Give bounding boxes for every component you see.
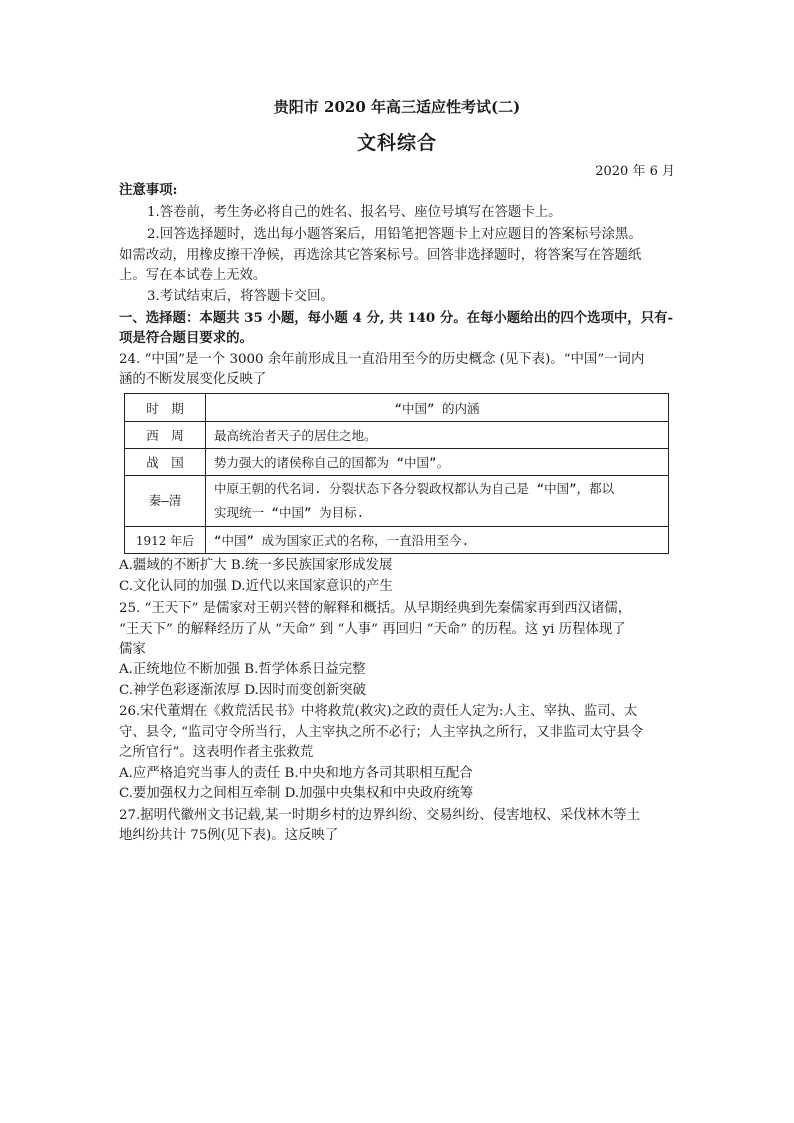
table-row bbox=[125, 476, 669, 527]
table-cell-period: 西 周 bbox=[125, 422, 206, 449]
exam-subtitle: 文科综合 bbox=[356, 132, 437, 154]
q25-options-line-1: A.正统地位不断加强 B.哲学体系日益完整 bbox=[119, 662, 366, 677]
table-header-meaning: “中国” 的内涵 bbox=[206, 394, 669, 422]
notice-heading: 注意事项: bbox=[119, 182, 178, 198]
q26-options-line-1: A.应严格追究当事人的责任 B.中央和地方各司其职相互配合 bbox=[119, 766, 473, 781]
table-header-row bbox=[125, 394, 669, 422]
table-cell-period: 1912 年后 bbox=[125, 527, 206, 554]
notice-item-1: 1.答卷前，考生务必将自己的姓名、报名号、座位号填写在答题卡上。 bbox=[147, 205, 562, 220]
notice-item-2-line-3: 上。写在本试卷上无效。 bbox=[119, 268, 267, 283]
section-instructions-line-1: 一、选择题：本题共 35 小题，每小题 4 分, 共 140 分。在每小题给出的四个选项中，只有- bbox=[119, 310, 674, 326]
table-cell-meaning: “中国” 成为国家正式的名称，一直沿用至今. bbox=[206, 527, 669, 554]
table-header-period: 时 期 bbox=[125, 394, 206, 422]
q24-options-line-1: A.疆域的不断扩大 B.统一多民族国家形成发展 bbox=[119, 558, 393, 573]
q24-stem-line-1: 24. “中国”是一个 3000 余年前形成且一直沿用至今的历史概念 (见下表)。“中国”一词内 bbox=[119, 352, 645, 367]
q26-options-line-2: C.要加强权力之间相互牵制 D.加强中央集权和中央政府统筹 bbox=[119, 786, 474, 801]
q24-stem-line-2: 涵的不断发展变化反映了 bbox=[119, 372, 267, 387]
table-cell-meaning: 势力强大的诸侯称自己的国都为 “中国”。 bbox=[206, 449, 669, 476]
q25-options-line-2: C.神学色彩逐渐浓厚 D.因时而变创新突破 bbox=[119, 683, 367, 698]
q26-stem-line-1: 26.宋代董煟在《救荒活民书》中将救荒(救灾)之政的责任人定为:人主、宰执、监司、太 bbox=[119, 704, 638, 719]
q26-stem-line-3: 之所官行”。这表明作者主张救荒 bbox=[119, 745, 314, 760]
table-cell-period: 秦—清 bbox=[125, 476, 206, 527]
notice-item-2-line-2: 如需改动，用橡皮擦干净候，再选涂其它答案标号。回答非选择题时，将答案写在答题纸 bbox=[119, 248, 642, 263]
q25-stem-line-1: 25. “王天下” 是儒家对王朝兴替的解释和概括。从早期经典到先秦儒家再到西汉诸儒， bbox=[119, 601, 632, 616]
table-cell-meaning: 最高统治者天子的居住之地。 bbox=[206, 422, 669, 449]
notice-item-3: 3.考试结束后，将答题卡交回。 bbox=[147, 289, 334, 304]
section-instructions-line-2: 项是符合题目要求的。 bbox=[119, 330, 253, 346]
exam-date: 2020 年 6 月 bbox=[595, 164, 675, 179]
exam-title: 贵阳市 2020 年高三适应性考试(二) bbox=[273, 98, 521, 116]
table-cell-meaning-line-2: 实现统一 “中国” 为目标. bbox=[214, 505, 365, 520]
table-cell-meaning-line-1: 中原王朝的代名词. 分裂状态下各分裂政权都认为自己是 “中国”，都以 bbox=[214, 481, 615, 496]
notice-item-2-line-1: 2.回答选择题时，选出每小题答案后，用铅笔把答题卡上对应题目的答案标号涂黑。 bbox=[147, 227, 642, 242]
q24-history-table bbox=[124, 393, 669, 554]
q27-stem-line-2: 地纠纷共计 75例(见下表)。这反映了 bbox=[119, 828, 339, 843]
table-cell-period: 战 国 bbox=[125, 449, 206, 476]
table-row bbox=[125, 422, 669, 449]
q25-stem-line-2: “王天下” 的解释经历了从 “天命” 到 “人事” 再回归 “天命” 的历程。这 yi 历程体现了 bbox=[119, 622, 626, 637]
table-row bbox=[125, 527, 669, 554]
q25-stem-line-3: 儒家 bbox=[119, 642, 146, 657]
q26-stem-line-2: 守、县令, “监司守令所当行，人主宰执之所不必行；人主宰执之所行，又非监司太守县令 bbox=[119, 725, 644, 740]
table-row bbox=[125, 449, 669, 476]
q27-stem-line-1: 27.据明代徽州文书记载,某一时期乡村的边界纠纷、交易纠纷、侵害地权、采伐林木等土 bbox=[119, 808, 641, 823]
table-cell-meaning bbox=[206, 476, 669, 527]
q24-options-line-2: C.文化认同的加强 D.近代以来国家意识的产生 bbox=[119, 579, 393, 594]
